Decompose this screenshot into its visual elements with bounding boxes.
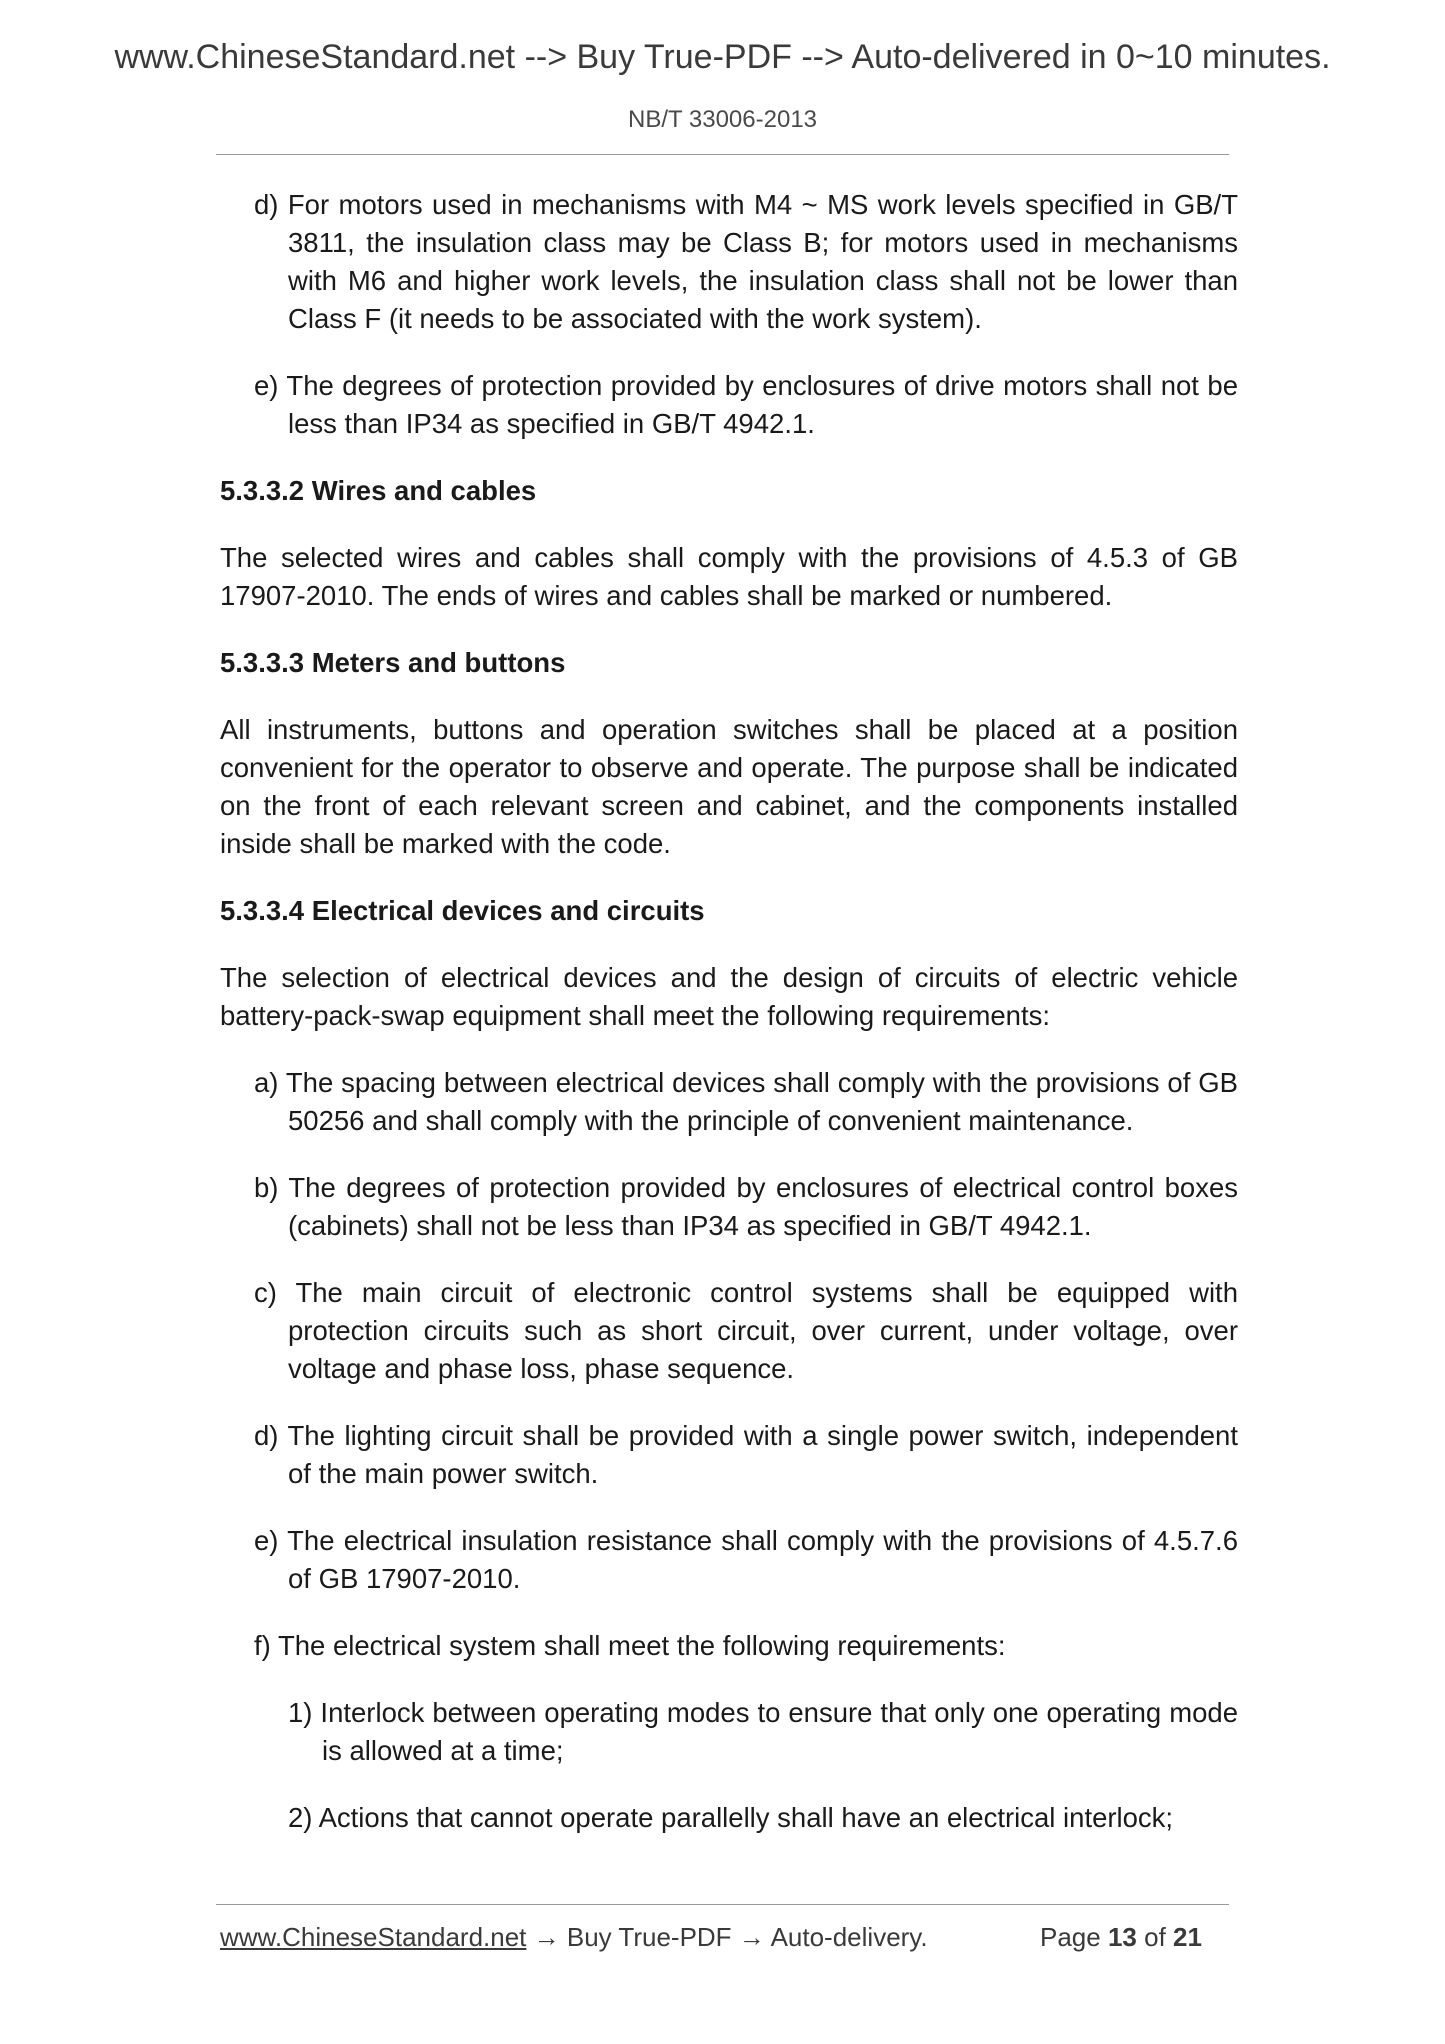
footer-divider xyxy=(216,1904,1229,1905)
list-item: d) For motors used in mechanisms with M4 ~ MS work levels specified in GB/T 3811, the insulation class may be Class B; for motors used in mechanisms with M6 and higher work levels, the insulation class shall not be lower than Class F (it needs to be associated with the work system). xyxy=(254,189,1238,334)
list-item: d) The lighting circuit shall be provided with a single power switch, independent of the main power switch. xyxy=(254,1420,1238,1489)
section-heading: 5.3.3.2 Wires and cables xyxy=(220,475,537,506)
list-item: e) The degrees of protection provided by enclosures of drive motors shall not be less than IP34 as specified in GB/T 4942.1. xyxy=(254,370,1238,439)
page-total: 21 xyxy=(1173,1922,1202,1952)
paragraph: The selected wires and cables shall comply with the provisions of 4.5.3 of GB 17907-2010. The ends of wires and cables shall be marked or numbered. xyxy=(220,542,1238,611)
sub-list-item: 2) Actions that cannot operate parallelly shall have an electrical interlock; xyxy=(288,1802,1174,1833)
document-body xyxy=(220,186,1238,1866)
page-current: 13 xyxy=(1107,1922,1137,1952)
list-item: b) The degrees of protection provided by enclosures of electrical control boxes (cabinets) shall not be less than IP34 as specified in GB/T 4942.1. xyxy=(254,1172,1238,1241)
header-divider xyxy=(216,154,1229,155)
sub-list-item: 1) Interlock between operating modes to ensure that only one operating mode is allowed at a time; xyxy=(288,1697,1238,1766)
paragraph: All instruments, buttons and operation switches shall be placed at a position convenient for the operator to observe and operate. The purpose shall be indicated on the front of each relevant screen and cabinet, and the components installed inside shall be marked with the code. xyxy=(220,714,1238,859)
section-heading: 5.3.3.4 Electrical devices and circuits xyxy=(220,895,705,926)
site-banner: www.ChineseStandard.net --> Buy True-PDF --> Auto-delivered in 0~10 minutes. xyxy=(114,38,1331,76)
list-item: a) The spacing between electrical devices shall comply with the provisions of GB 50256 and shall comply with the principle of convenient maintenance. xyxy=(254,1067,1238,1136)
standard-code: NB/T 33006-2013 xyxy=(627,106,818,133)
page-indicator xyxy=(1040,1922,1202,1953)
page-label: Page xyxy=(1040,1922,1101,1952)
page-of: of xyxy=(1144,1922,1166,1952)
section-heading: 5.3.3.3 Meters and buttons xyxy=(220,647,566,678)
site-link[interactable]: www.ChineseStandard.net xyxy=(220,1922,527,1952)
list-item: f) The electrical system shall meet the following requirements: xyxy=(254,1630,1006,1661)
footer-promo xyxy=(220,1922,928,1953)
footer-tagline: → Buy True-PDF → Auto-delivery. xyxy=(526,1922,928,1952)
list-item: c) The main circuit of electronic control systems shall be equipped with protection circuits such as short circuit, over current, under voltage, over voltage and phase loss, phase sequence. xyxy=(254,1277,1238,1384)
paragraph: The selection of electrical devices and the design of circuits of electric vehicle battery-pack-swap equipment shall meet the following requirements: xyxy=(220,962,1238,1031)
list-item: e) The electrical insulation resistance shall comply with the provisions of 4.5.7.6 of GB 17907-2010. xyxy=(254,1525,1238,1594)
